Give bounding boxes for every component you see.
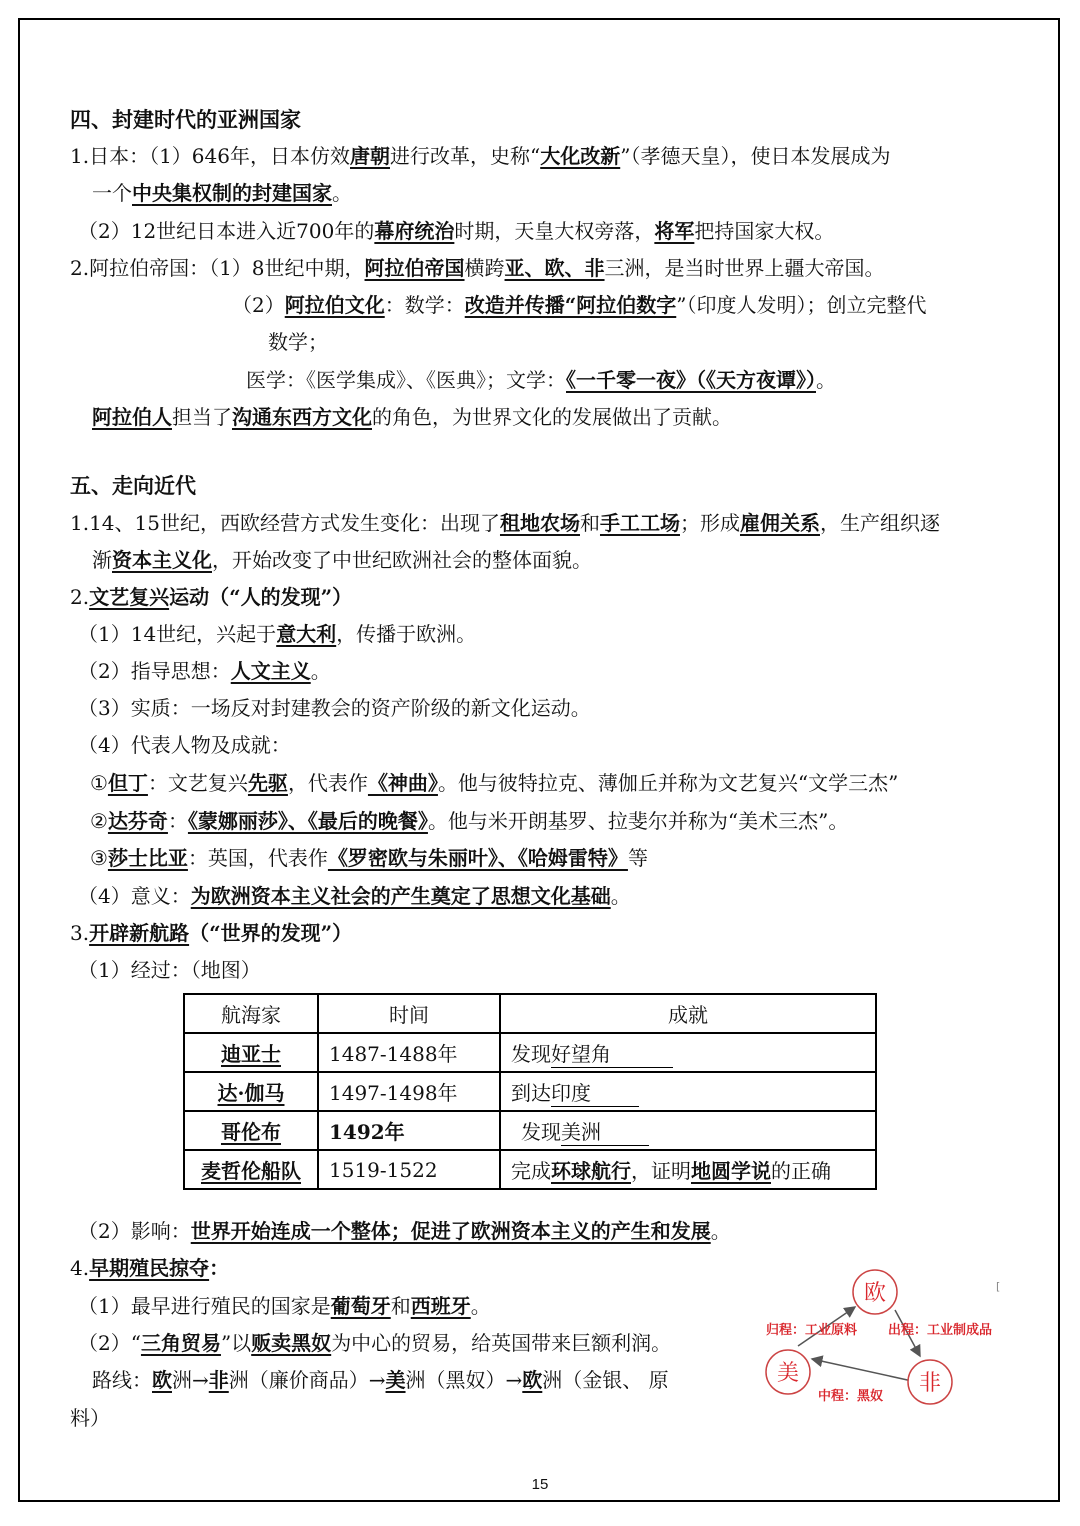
trade-route-line-2: 料） — [70, 1406, 110, 1430]
table-row — [184, 1033, 876, 1072]
navigators-table — [183, 993, 877, 1190]
colonial-s1: （1）最早进行殖民的国家是葡萄牙和西班牙。 — [78, 1294, 491, 1318]
table-row — [184, 1150, 876, 1189]
africa-node-label: 非 — [918, 1371, 942, 1396]
table-header: 成就 — [500, 994, 876, 1033]
trade-route-line: 路线：欧洲→非洲（廉价商品）→美洲（黑奴）→欧洲（金银、 原 — [92, 1368, 669, 1392]
achievement: 发现好望角 — [500, 1033, 876, 1072]
table-row — [184, 1111, 876, 1150]
colonial-s2: （2）“三角贸易”以贩卖黑奴为中心的贸易，给英国带来巨额利润。 — [78, 1331, 672, 1355]
navigator-name: 哥伦布 — [221, 1120, 281, 1144]
achievement: 完成环球航行，证明地圆学说的正确 — [500, 1150, 876, 1189]
davinci-line: ②达芬奇：《蒙娜丽莎》、《最后的晚餐》。他与米开朗基罗、拉斐尔并称为“美术三杰”。 — [90, 809, 849, 833]
table-header: 航海家 — [184, 994, 318, 1033]
voyage-time: 1497-1498年 — [318, 1072, 500, 1111]
table-header: 时间 — [318, 994, 500, 1033]
renaissance-heading: 2.文艺复兴运动（“人的发现”） — [70, 585, 353, 609]
p1-line-1: 1.14、15世纪，西欧经营方式发生变化：出现了租地农场和手工工场；形成雇佣关系，生产组织逐 — [70, 511, 940, 535]
japan-line-2: 一个中央集权制的封建国家。 — [92, 181, 352, 205]
japan-line-1: 1.日本：（1）646年，日本仿效唐朝进行改革，史称“大化改新”（孝德天皇），使日本发展成为 — [70, 144, 891, 168]
middle-passage-arrow — [812, 1359, 912, 1381]
europe-node-label: 欧 — [863, 1281, 887, 1306]
voyage-time: 1492年 — [318, 1111, 500, 1150]
triangle-trade-diagram — [760, 1268, 1020, 1428]
achievement: 到达印度 — [500, 1072, 876, 1111]
renaissance-s1: （1）14世纪，兴起于意大利，传播于欧洲。 — [78, 622, 477, 646]
arab-line-3: 数学； — [268, 330, 328, 354]
voyage-time: 1487-1488年 — [318, 1033, 500, 1072]
new-routes-impact: （2）影响：世界开始连成一个整体；促进了欧洲资本主义的产生和发展。 — [78, 1219, 731, 1243]
section-5-title: 五、走向近代 — [70, 474, 196, 498]
japan-line-3: （2）12世纪日本进入近700年的幕府统治时期，天皇大权旁落，将军把持国家大权。 — [78, 219, 835, 243]
table-row — [184, 1072, 876, 1111]
p1-line-2: 渐资本主义化，开始改变了中世纪欧洲社会的整体面貌。 — [92, 548, 592, 572]
renaissance-s3: （3）实质：一场反对封建教会的资产阶级的新文化运动。 — [78, 696, 591, 720]
navigator-name: 达·伽马 — [217, 1081, 285, 1105]
america-node-label: 美 — [776, 1361, 800, 1386]
dante-line: ①但丁：文艺复兴先驱，代表作《神曲》。他与彼特拉克、薄伽丘并称为文艺复兴“文学三杰” — [90, 771, 899, 795]
new-routes-s1: （1）经过：（地图） — [78, 958, 261, 982]
arab-line-1: 2.阿拉伯帝国：（1）8世纪中期，阿拉伯帝国横跨亚、欧、非三洲，是当时世界上疆大帝国。 — [70, 256, 885, 280]
arab-line-4: 医学：《医学集成》、《医典》；文学：《一千零一夜》（《天方夜谭》）。 — [246, 368, 836, 392]
renaissance-s2: （2）指导思想：人文主义。 — [78, 659, 331, 683]
renaissance-significance: （4）意义：为欧洲资本主义社会的产生奠定了思想文化基础。 — [78, 884, 631, 908]
new-routes-heading: 3.开辟新航路（“世界的发现”） — [70, 921, 353, 945]
arab-line-2: （2）阿拉伯文化：数学：改造并传播“阿拉伯数字”（印度人发明）；创立完整代 — [232, 293, 927, 317]
navigator-name: 麦哲伦船队 — [201, 1159, 301, 1183]
achievement: 发现美洲 — [500, 1111, 876, 1150]
arab-line-5: 阿拉伯人担当了沟通东西方文化的角色，为世界文化的发展做出了贡献。 — [92, 405, 732, 429]
page-number: 15 — [531, 1476, 549, 1493]
table-header-row — [184, 994, 876, 1033]
colonial-heading: 4.早期殖民掠夺： — [70, 1256, 230, 1280]
outbound-route-label: 出程：工业制成品 — [888, 1323, 993, 1338]
voyage-time: 1519-1522 — [318, 1150, 500, 1189]
corner-mark: [ — [996, 1280, 1001, 1293]
shakespeare-line: ③莎士比亚：英国，代表作《罗密欧与朱丽叶》、《哈姆雷特》等 — [90, 846, 648, 870]
middle-route-label: 中程：黑奴 — [818, 1389, 884, 1404]
navigator-name: 迪亚士 — [221, 1042, 281, 1066]
renaissance-s4: （4）代表人物及成就： — [78, 733, 291, 757]
section-4-title: 四、封建时代的亚洲国家 — [70, 108, 301, 132]
return-route-label: 归程：工业原料 — [766, 1323, 858, 1338]
